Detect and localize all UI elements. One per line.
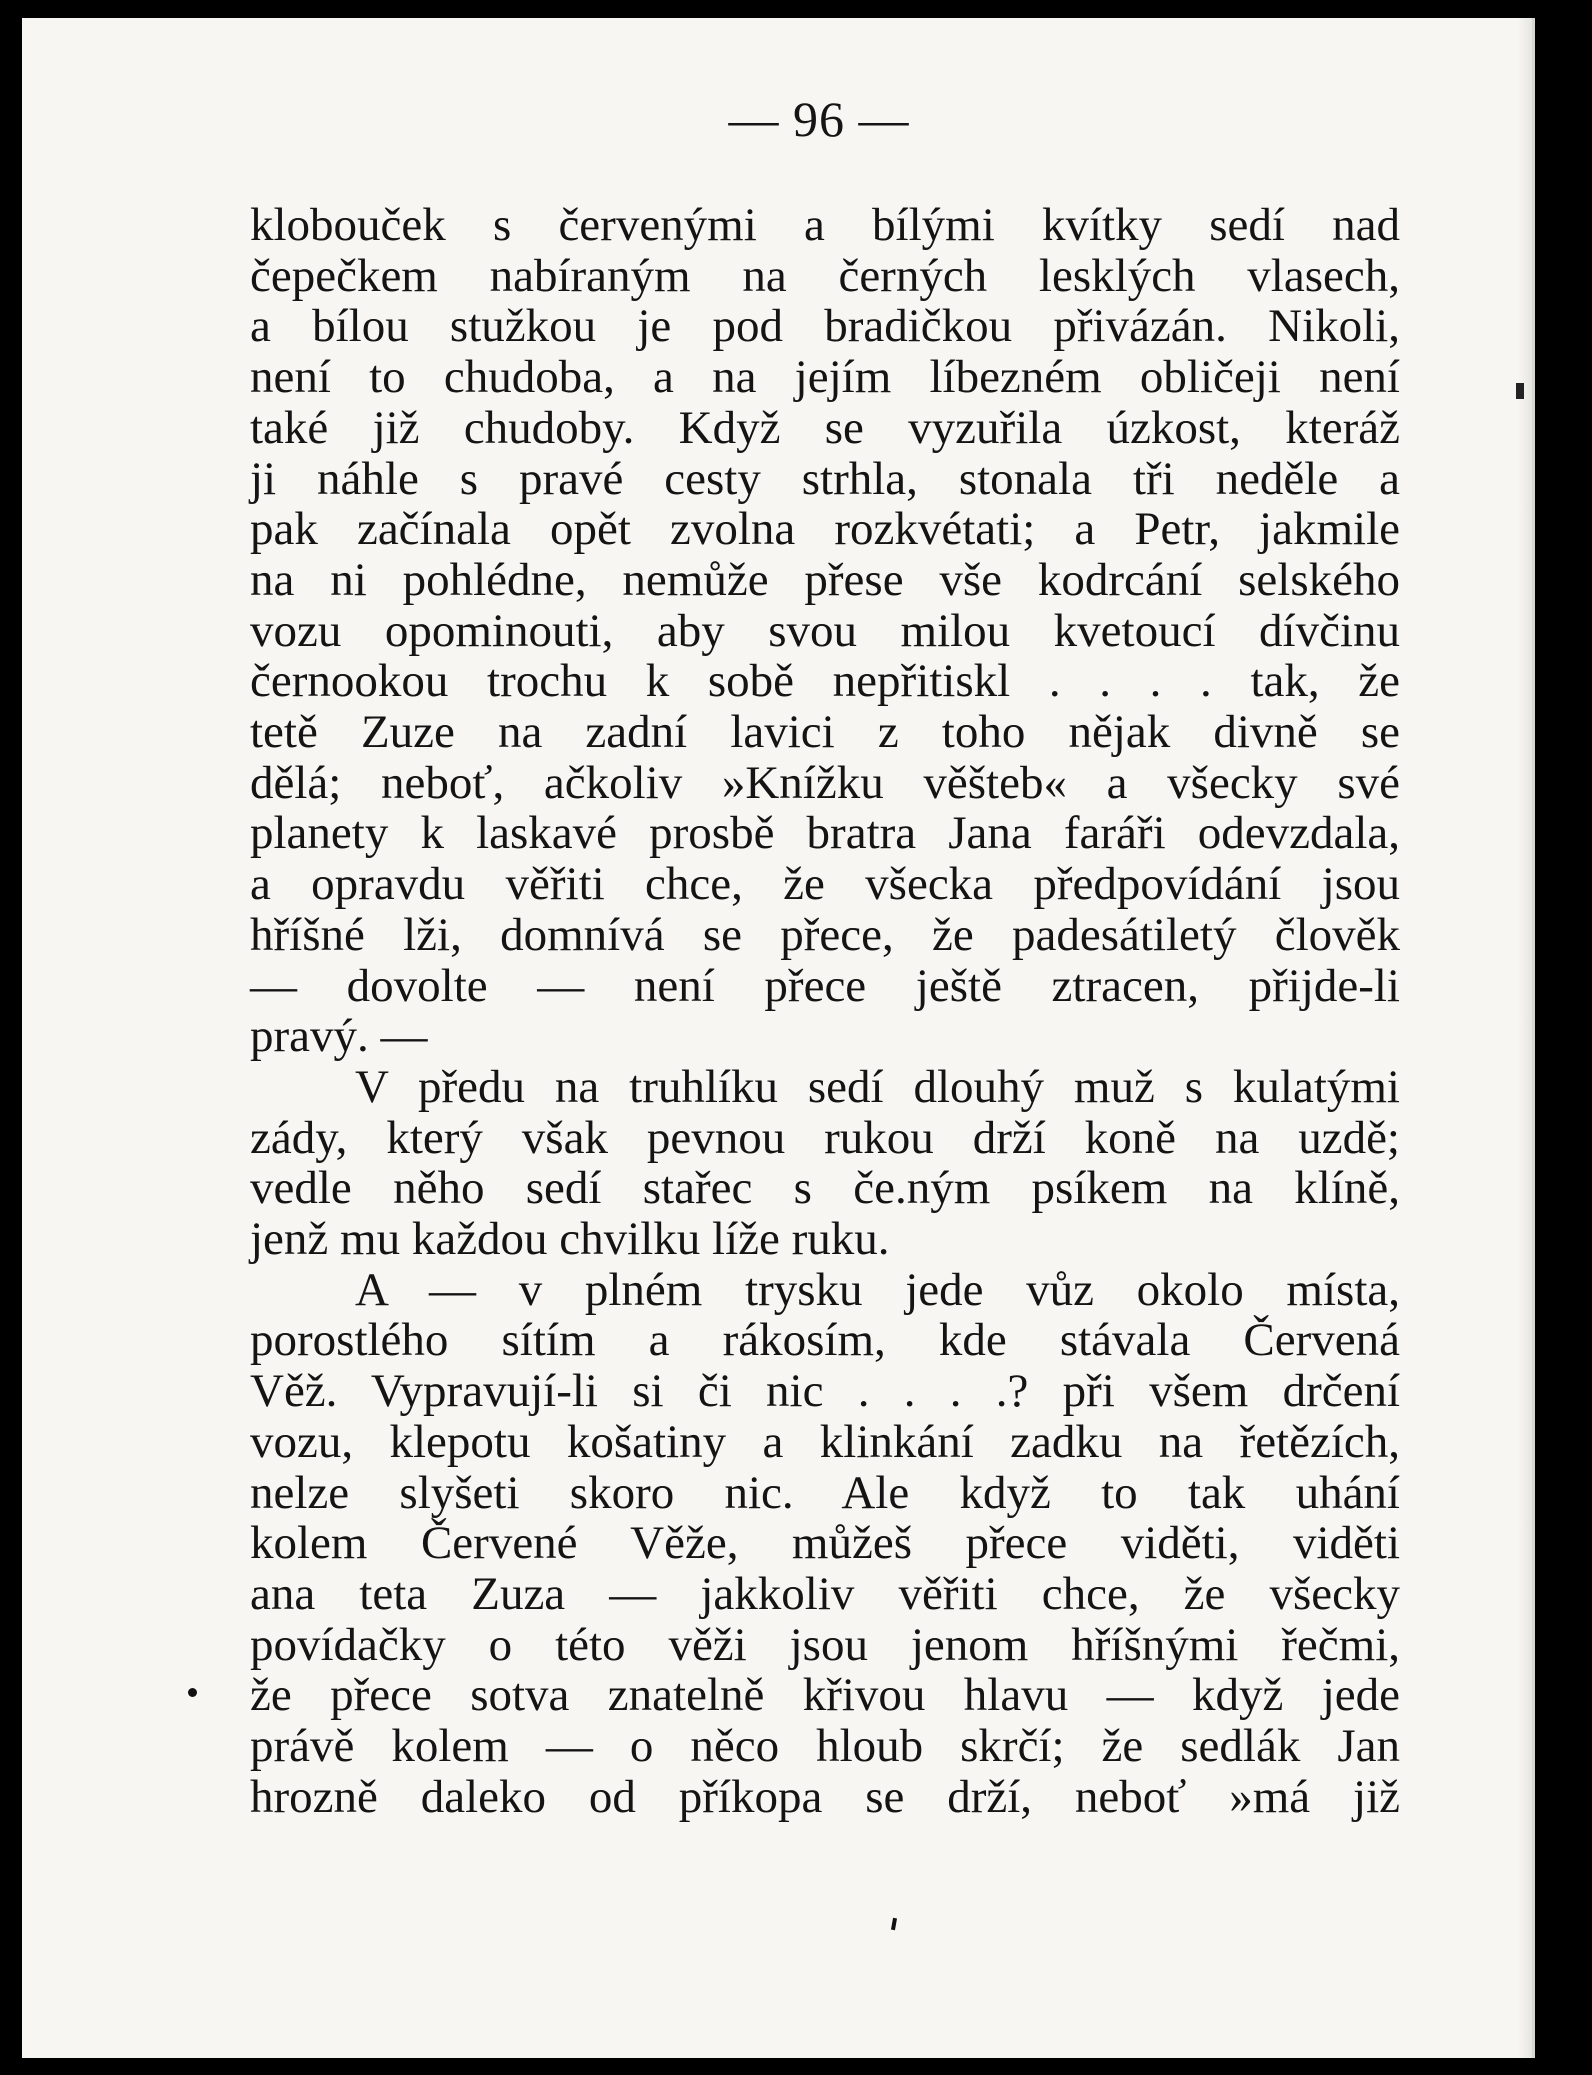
text-line: hříšné lži, domnívá se přece, že padesátiletý člověk: [250, 908, 1400, 961]
text-line: pak začínala opět zvolna rozkvétati; a Petr, jakmile: [250, 503, 1400, 556]
text-line: planety k laskavé prosbě bratra Jana faráři odevzdala,: [250, 807, 1400, 860]
book-page: [22, 18, 1535, 2058]
text-line: Věž. Vypravují-li si či nic . . . .? při všem drčení: [250, 1365, 1400, 1418]
text-line: právě kolem — o něco hloub skrčí; že sedlák Jan: [250, 1720, 1400, 1773]
text-line: dělá; neboť, ačkoliv »Knížku věšteb« a všecky své: [250, 756, 1400, 809]
bottom-ink-mark: [891, 1918, 897, 1931]
text-line: na ni pohlédne, nemůže přese vše kodrcání selského: [250, 553, 1400, 606]
text-line: kolem Červené Věže, můžeš přece viděti, viděti: [250, 1517, 1400, 1570]
text-line: také již chudoby. Když se vyzuřila úzkost, kteráž: [250, 401, 1400, 454]
text-line: nelze slyšeti skoro nic. Ale když to tak uhání: [250, 1466, 1400, 1519]
paragraph-start-line: A — v plném trysku jede vůz okolo místa,: [355, 1263, 1400, 1316]
page-margin-mark: [1516, 383, 1524, 399]
page-edge-shadow: [1518, 18, 1532, 2058]
text-line: klobouček s červenými a bílými kvítky sedí nad: [250, 199, 1400, 251]
text-line: hrozně daleko od příkopa se drží, neboť »má již: [250, 1770, 1400, 1823]
text-line: vozu opominouti, aby svou milou kvetoucí dívčinu: [250, 604, 1400, 657]
text-line: není to chudoba, a na jejím líbezném obličeji není: [250, 351, 1400, 404]
text-line: tetě Zuze na zadní lavici z toho nějak divně se: [250, 706, 1400, 759]
text-line: ana teta Zuza — jakkoliv věřiti chce, že všecky: [250, 1567, 1400, 1620]
text-line: — dovolte — není přece ještě ztracen, přijde-li: [250, 959, 1400, 1012]
paragraph-start-line: V předu na truhlíku sedí dlouhý muž s kulatými: [355, 1060, 1400, 1113]
page-text: [250, 200, 1400, 1823]
text-line: a opravdu věřiti chce, že všecka předpovídání jsou: [250, 858, 1400, 911]
text-line: černookou trochu k sobě nepřitiskl . . . . tak, že: [250, 655, 1400, 708]
text-line: pravý. —: [250, 1010, 428, 1063]
text-line: vedle něho sedí stařec s če.ným psíkem na klíně,: [250, 1162, 1400, 1215]
page-number: — 96 —: [728, 91, 910, 147]
text-line: ji náhle s pravé cesty strhla, stonala tři neděle a: [250, 452, 1400, 505]
text-line: jenž mu každou chvilku líže ruku.: [250, 1213, 890, 1266]
text-line: vozu, klepotu košatiny a klinkání zadku na řetězích,: [250, 1415, 1400, 1468]
text-line: porostlého sítím a rákosím, kde stávala Červená: [250, 1314, 1400, 1367]
text-line: a bílou stužkou je pod bradičkou přivázán. Nikoli,: [250, 300, 1400, 353]
text-line: povídačky o této věži jsou jenom hříšnými řečmi,: [250, 1618, 1400, 1671]
margin-dot-mark: [188, 1688, 197, 1697]
text-line: že přece sotva znatelně křivou hlavu — když jede: [250, 1669, 1400, 1722]
text-line: zády, který však pevnou rukou drží koně na uzdě;: [250, 1111, 1400, 1164]
text-line: čepečkem nabíraným na černých lesklých vlasech,: [250, 249, 1400, 302]
